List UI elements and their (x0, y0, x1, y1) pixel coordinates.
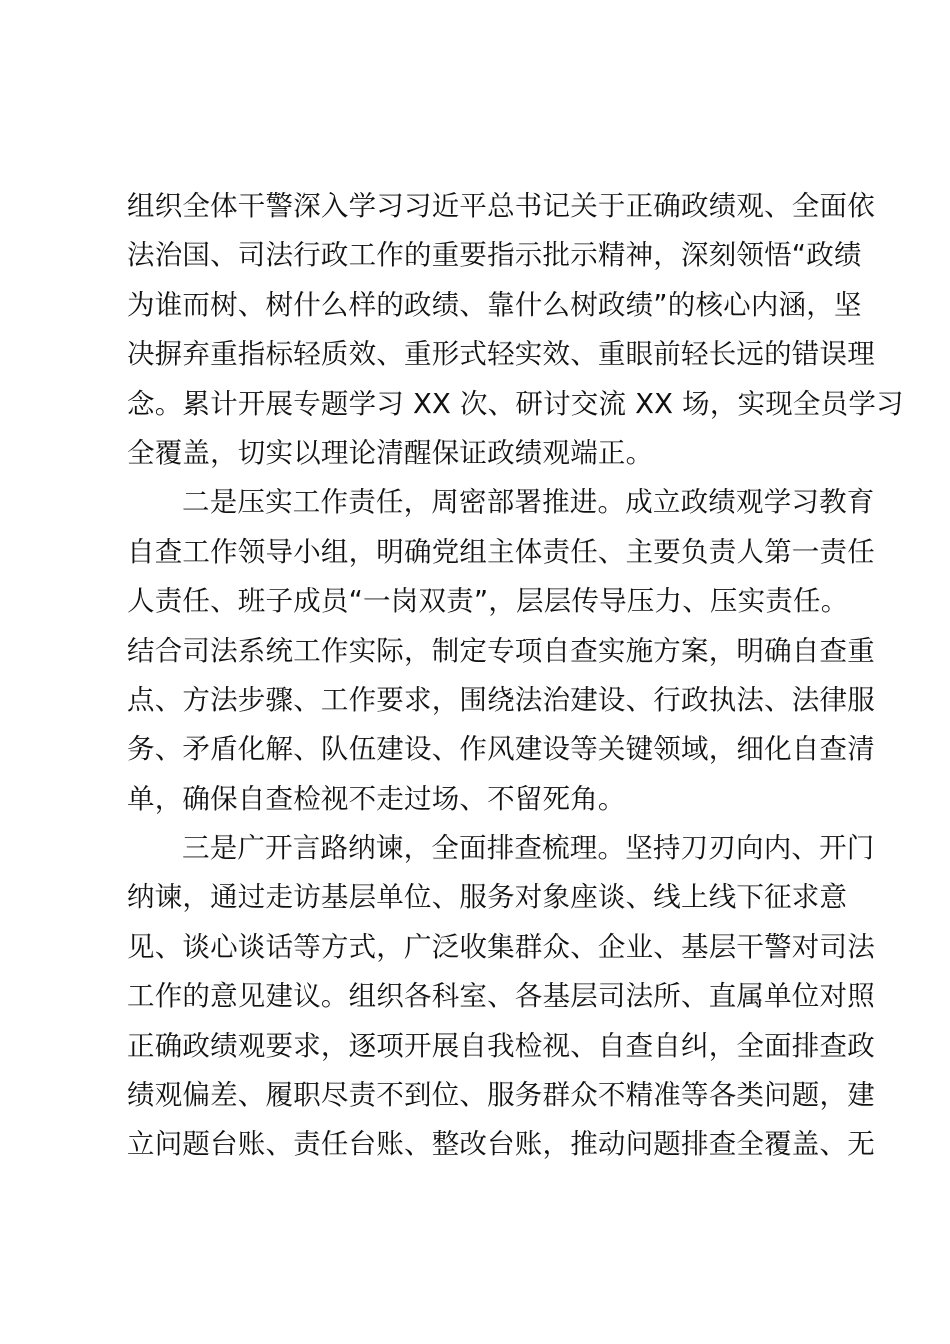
text-line: 二是压实工作责任，周密部署推进。成立政绩观学习教育 (182, 486, 875, 519)
text-line: 法治国、司法行政工作的重要指示批示精神，深刻领悟“政绩 (127, 239, 862, 272)
text-line: 自查工作领导小组，明确党组主体责任、主要负责人第一责任 (127, 535, 875, 568)
paragraph-1 (127, 182, 904, 478)
text-line: 组织全体干警深入学习习近平总书记关于正确政绩观、全面依 (127, 190, 875, 222)
text-line: 纳谏，通过走访基层单位、服务对象座谈、线上线下征求意 (127, 881, 848, 914)
text-line: 三是广开言路纳谏，全面排查梳理。坚持刀刃向内、开门 (182, 832, 875, 865)
text-line: 点、方法步骤、工作要求，围绕法治建设、行政执法、法律服 (127, 683, 875, 716)
text-line: 人责任、班子成员“一岗双责”，层层传导压力、压实责任。 (127, 585, 849, 618)
text-line: 决摒弃重指标轻质效、重形式轻实效、重眼前轻长远的错误理 (127, 338, 875, 371)
text-line: 立问题台账、责任台账、整改台账，推动问题排查全覆盖、无 (127, 1128, 875, 1161)
text-line: 结合司法系统工作实际，制定专项自查实施方案，明确自查重 (127, 634, 875, 667)
text-line: 全覆盖，切实以理论清醒保证政绩观端正。 (127, 436, 654, 469)
text-line: 单，确保自查检视不走过场、不留死角。 (127, 782, 626, 815)
document-body (127, 182, 904, 1170)
paragraph-2 (127, 478, 875, 824)
text-line: 正确政绩观要求，逐项开展自我检视、自查自纠，全面排查政 (127, 1029, 875, 1062)
paragraph-3 (127, 824, 875, 1170)
text-line: 为谁而树、树什么样的政绩、靠什么树政绩”的核心内涵，坚 (127, 288, 862, 321)
text-line: 绩观偏差、履职尽责不到位、服务群众不精准等各类问题，建 (127, 1079, 875, 1112)
text-line: 见、谈心谈话等方式，广泛收集群众、企业、基层干警对司法 (127, 930, 875, 963)
text-line: 念。累计开展专题学习 XX 次、研讨交流 XX 场，实现全员学习 (127, 387, 904, 420)
text-line: 务、矛盾化解、队伍建设、作风建设等关键领域，细化自查清 (127, 733, 875, 766)
text-line: 工作的意见建议。组织各科室、各基层司法所、直属单位对照 (127, 980, 875, 1013)
